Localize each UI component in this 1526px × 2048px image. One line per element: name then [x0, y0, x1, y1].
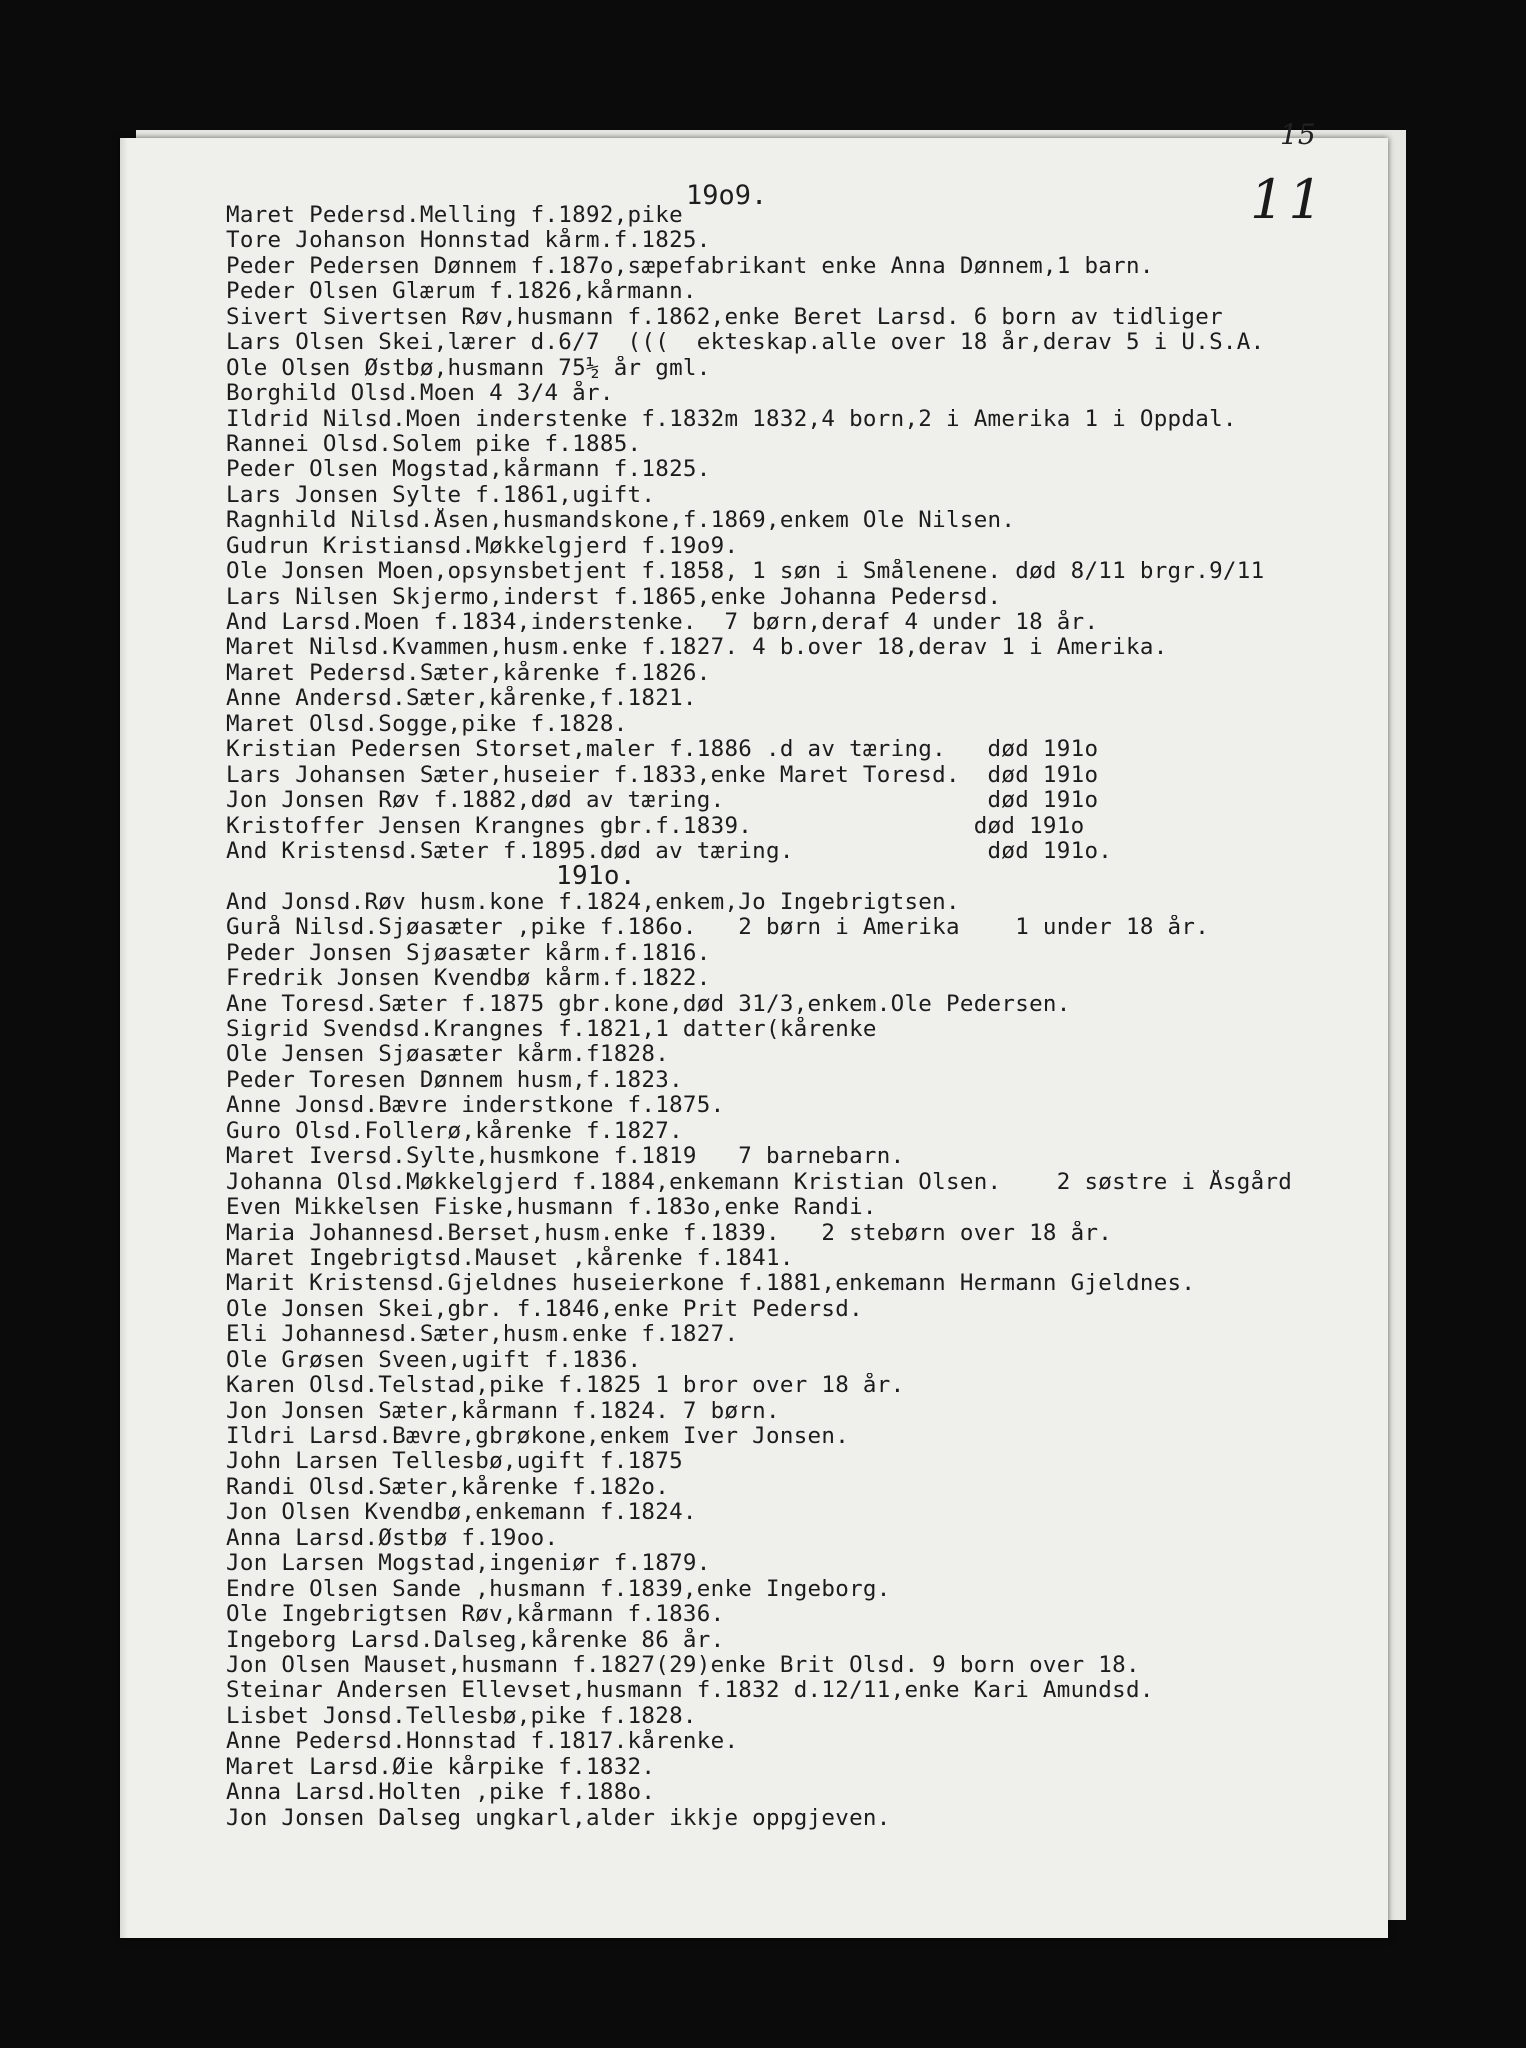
- register-entry: Lars Olsen Skei,lærer d.6/7 ((( ekteskap.alle over 18 år,derav 5 i U.S.A.: [226, 330, 1265, 356]
- top-page-mark: 15: [1280, 118, 1316, 151]
- register-entry: Ole Jonsen Moen,opsynsbetjent f.1858, 1 søn i Smålenene. død 8/11 brgr.9/11: [226, 559, 1265, 585]
- register-entry: Jon Olsen Kvendbø,enkemann f.1824.: [226, 1500, 697, 1526]
- register-entry: Maret Larsd.Øie kårpike f.1832.: [226, 1754, 656, 1780]
- register-entry: Borghild Olsd.Moen 4 3/4 år.: [226, 381, 614, 407]
- register-entry: Lars Nilsen Skjermo,inderst f.1865,enke Johanna Pedersd.: [226, 584, 1002, 610]
- register-entry: And Larsd.Moen f.1834,inderstenke. 7 børn,deraf 4 under 18 år.: [226, 610, 1099, 635]
- year-heading-1910: 191o.: [556, 864, 636, 890]
- register-entry: Jon Olsen Mauset,husmann f.1827(29)enke Brit Olsd. 9 born over 18.: [226, 1652, 1140, 1678]
- register-entry: Maret Pedersd.Melling f.1892,pike: [226, 203, 683, 228]
- register-entry: Randi Olsd.Sæter,kårenke f.182o.: [226, 1474, 670, 1500]
- register-entry: Maret Olsd.Sogge,pike f.1828.: [226, 711, 628, 737]
- register-entry: Anne Pedersd.Honnstad f.1817.kårenke.: [226, 1729, 739, 1755]
- register-entry: Steinar Andersen Ellevset,husmann f.1832 d.12/11,enke Kari Amundsd.: [226, 1678, 1154, 1704]
- register-entry: Anna Larsd.Holten ,pike f.188o.: [226, 1780, 656, 1806]
- handwritten-page-number: 11: [1250, 168, 1327, 231]
- register-entry: Maret Iversd.Sylte,husmkone f.1819 7 barnebarn.: [226, 1144, 905, 1170]
- register-entry: Lars Johansen Sæter,huseier f.1833,enke Maret Toresd. død 191o: [226, 762, 1099, 788]
- register-entry: Gurå Nilsd.Sjøasæter ,pike f.186o. 2 børn i Amerika 1 under 18 år.: [226, 915, 1210, 941]
- register-entry: Anne Jonsd.Bævre inderstkone f.1875.: [226, 1093, 725, 1119]
- register-entry: Even Mikkelsen Fiske,husmann f.183o,enke Randi.: [226, 1195, 877, 1221]
- register-entry: Gudrun Kristiansd.Møkkelgjerd f.19o9.: [226, 533, 739, 559]
- death-register-list: [226, 203, 1386, 1831]
- register-entry: Maret Ingebrigtsd.Mauset ,kårenke f.1841.: [226, 1245, 794, 1271]
- register-entry: Ane Toresd.Sæter f.1875 gbr.kone,død 31/3,enkem.Ole Pedersen.: [226, 991, 1071, 1017]
- register-entry: Marit Kristensd.Gjeldnes huseierkone f.1881,enkemann Hermann Gjeldnes.: [226, 1271, 1196, 1297]
- register-entry: Tore Johanson Honnstad kårm.f.1825.: [226, 228, 711, 254]
- register-entry: Endre Olsen Sande ,husmann f.1839,enke Ingeborg.: [226, 1576, 891, 1602]
- register-entry: Peder Olsen Mogstad,kårmann f.1825.: [226, 457, 711, 483]
- register-entry: Peder Olsen Glærum f.1826,kårmann.: [226, 279, 697, 305]
- register-entry: Ragnhild Nilsd.Åsen,husmandskone,f.1869,enkem Ole Nilsen.: [226, 508, 1016, 534]
- register-entry: Jon Larsen Mogstad,ingeniør f.1879.: [226, 1551, 711, 1577]
- register-entry: Kristoffer Jensen Krangnes gbr.f.1839. død 191o: [226, 813, 1085, 839]
- register-entry: Eli Johannesd.Sæter,husm.enke f.1827.: [226, 1322, 739, 1348]
- register-entry: Jon Jonsen Dalseg ungkarl,alder ikkje oppgjeven.: [226, 1805, 891, 1831]
- register-entry: Anna Larsd.Østbø f.19oo.: [226, 1525, 559, 1551]
- register-entry: And Kristensd.Sæter f.1895.død av tæring. død 191o.: [226, 838, 1113, 864]
- register-entry: Sigrid Svendsd.Krangnes f.1821,1 datter(kårenke: [226, 1017, 877, 1042]
- register-entry: Anne Andersd.Sæter,kårenke,f.1821.: [226, 686, 697, 712]
- register-entry: Ole Jensen Sjøasæter kårm.f1828.: [226, 1042, 670, 1068]
- register-entry: Maria Johannesd.Berset,husm.enke f.1839. 2 stebørn over 18 år.: [226, 1220, 1113, 1246]
- register-entry: Rannei Olsd.Solem pike f.1885.: [226, 431, 642, 457]
- register-entry: Ole Grøsen Sveen,ugift f.1836.: [226, 1347, 642, 1373]
- register-entry: Ildri Larsd.Bævre,gbrøkone,enkem Iver Jonsen.: [226, 1424, 850, 1449]
- register-entry: And Jonsd.Røv husm.kone f.1824,enkem,Jo Ingebrigtsen.: [226, 889, 960, 915]
- register-entry: Lars Jonsen Sylte f.1861,ugift.: [226, 482, 656, 508]
- register-entry: Sivert Sivertsen Røv,husmann f.1862,enke Beret Larsd. 6 born av tidliger: [226, 304, 1223, 330]
- register-entry: Peder Toresen Dønnem husm,f.1823.: [226, 1067, 683, 1093]
- register-entry: Ole Ingebrigtsen Røv,kårmann f.1836.: [226, 1602, 725, 1628]
- register-entry: Jon Jonsen Sæter,kårmann f.1824. 7 børn.: [226, 1398, 780, 1424]
- register-entry: Kristian Pedersen Storset,maler f.1886 .d av tæring. død 191o: [226, 737, 1099, 763]
- register-entry: Guro Olsd.Follerø,kårenke f.1827.: [226, 1118, 683, 1144]
- register-entry: Peder Pedersen Dønnem f.187o,sæpefabrikant enke Anna Dønnem,1 barn.: [226, 253, 1154, 279]
- register-entry: Maret Pedersd.Sæter,kårenke f.1826.: [226, 660, 711, 686]
- register-entry: Johanna Olsd.Møkkelgjerd f.1884,enkemann Kristian Olsen. 2 søstre i Åsgård: [226, 1169, 1293, 1195]
- register-entry: Ole Jonsen Skei,gbr. f.1846,enke Prit Pedersd.: [226, 1296, 863, 1322]
- register-entry: Ole Olsen Østbø,husmann 75½ år gml.: [226, 355, 711, 381]
- register-entry: Karen Olsd.Telstad,pike f.1825 1 bror over 18 år.: [226, 1373, 905, 1399]
- register-entry: Peder Jonsen Sjøasæter kårm.f.1816.: [226, 940, 711, 966]
- register-entry: Ildrid Nilsd.Moen inderstenke f.1832m 1832,4 born,2 i Amerika 1 i Oppdal.: [226, 406, 1237, 432]
- register-entry: Ingeborg Larsd.Dalseg,kårenke 86 år.: [226, 1627, 725, 1653]
- page-edge: [120, 138, 128, 1938]
- register-entry: Lisbet Jonsd.Tellesbø,pike f.1828.: [226, 1703, 697, 1729]
- register-entry: John Larsen Tellesbø,ugift f.1875: [226, 1449, 683, 1475]
- register-entry: Maret Nilsd.Kvammen,husm.enke f.1827. 4 b.over 18,derav 1 i Amerika.: [226, 635, 1168, 661]
- register-entry: Fredrik Jonsen Kvendbø kårm.f.1822.: [226, 966, 711, 992]
- register-entry: Jon Jonsen Røv f.1882,død av tæring. død 191o: [226, 788, 1099, 814]
- year-heading-1909: 19o9.: [686, 180, 768, 211]
